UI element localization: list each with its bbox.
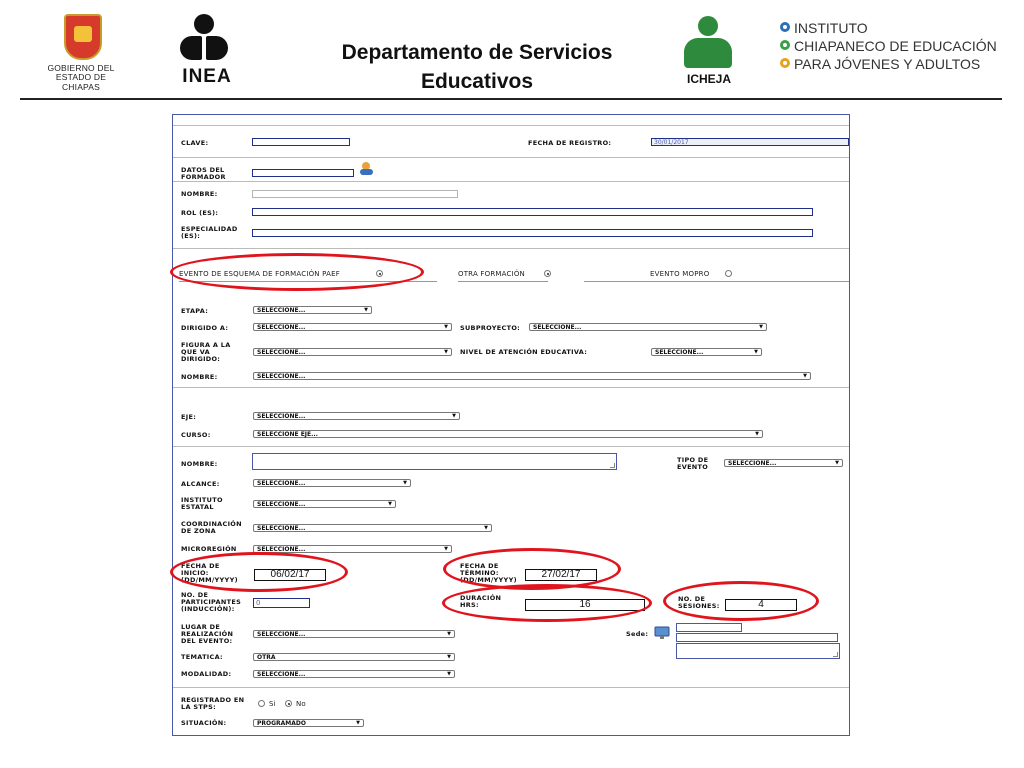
nombre-evento-label: NOMBRE: xyxy=(181,373,218,381)
inea-logo-text: INEA xyxy=(182,66,232,87)
divider xyxy=(173,446,849,447)
sesiones-input[interactable]: 4 xyxy=(725,599,797,611)
otra-formacion-radio[interactable] xyxy=(544,270,551,277)
nombre-select[interactable]: SELECCIONE... ▼ xyxy=(253,372,811,380)
sede-input-2[interactable] xyxy=(676,633,838,642)
otra-formacion-label: OTRA FORMACIÓN xyxy=(458,270,525,278)
stps-no-radio[interactable] xyxy=(285,700,292,707)
instituto-chiapaneco-logo xyxy=(780,20,1000,76)
inea-logo xyxy=(172,14,242,86)
stps-si-label: Si xyxy=(269,700,276,708)
slide-header xyxy=(0,0,1024,100)
instituto-line1: INSTITUTO xyxy=(794,20,868,36)
instituto-estatal-select[interactable]: SELECCIONE... ▼ xyxy=(253,500,396,508)
nivel-atencion-label: NIVEL DE ATENCIÓN EDUCATIVA: xyxy=(460,348,588,356)
slide-title-line2: Educativos xyxy=(420,70,534,93)
nombre-curso-textarea[interactable] xyxy=(252,453,617,470)
evento-mopro-radio[interactable] xyxy=(725,270,732,277)
clave-label: CLAVE: xyxy=(181,139,209,147)
modalidad-label: MODALIDAD: xyxy=(181,670,232,678)
form-top-divider xyxy=(173,125,849,126)
sede-label: Sede: xyxy=(626,630,649,638)
modalidad-select[interactable]: SELECCIONE... ▼ xyxy=(253,670,455,678)
duracion-label: DURACIÓN HRS: xyxy=(460,594,502,609)
evento-mopro-label: EVENTO MOPRO xyxy=(650,270,710,278)
instituto-line2: CHIAPANECO DE EDUCACIÓN xyxy=(794,38,997,54)
fecha-termino-label: FECHA DE TÉRMINO: (DD/MM/YYYY) xyxy=(460,562,517,584)
coordinacion-select[interactable]: SELECCIONE... ▼ xyxy=(253,524,492,532)
participantes-input[interactable]: 0 xyxy=(253,598,310,608)
coordinacion-label: COORDINACIÓN DE ZONA xyxy=(181,520,242,535)
instituto-line3: PARA JÓVENES Y ADULTOS xyxy=(794,56,981,72)
etapa-label: ETAPA: xyxy=(181,307,209,315)
open-book-icon xyxy=(180,36,228,62)
fecha-registro-label: FECHA DE REGISTRO: xyxy=(528,139,612,147)
fecha-registro-input[interactable]: 30/01/2017 xyxy=(651,138,849,146)
slide-title xyxy=(312,38,642,96)
datos-formador-input[interactable] xyxy=(252,169,354,177)
subproyecto-label: SUBPROYECTO: xyxy=(460,324,521,332)
icheja-figure-icon xyxy=(684,38,732,68)
datos-formador-label: DATOS DEL FORMADOR xyxy=(181,166,226,181)
stps-label: REGISTRADO EN LA STPS: xyxy=(181,696,245,711)
sesiones-label: NO. DE SESIONES: xyxy=(678,595,720,610)
sede-textarea[interactable] xyxy=(676,643,840,659)
especialidad-input[interactable] xyxy=(252,229,813,237)
evento-paef-label: EVENTO DE ESQUEMA DE FORMACIÓN PAEF xyxy=(179,270,340,278)
icheja-head-icon xyxy=(698,16,718,36)
tematica-label: TEMATICA: xyxy=(181,653,223,661)
search-person-icon[interactable] xyxy=(358,161,376,175)
situacion-label: SITUACIÓN: xyxy=(181,719,227,727)
clave-input[interactable] xyxy=(252,138,350,146)
fecha-termino-input[interactable]: 27/02/17 xyxy=(525,569,597,581)
divider xyxy=(173,248,849,249)
event-registration-form xyxy=(172,114,850,736)
especialidad-label: ESPECIALIDAD (ES): xyxy=(181,225,238,240)
figura-select[interactable]: SELECCIONE... ▼ xyxy=(253,348,452,356)
divider xyxy=(179,281,437,282)
evento-paef-radio[interactable] xyxy=(376,270,383,277)
icheja-logo xyxy=(676,14,742,86)
reader-head-icon xyxy=(194,14,214,34)
stps-si-radio[interactable] xyxy=(258,700,265,707)
nombre-formador-input[interactable] xyxy=(252,190,458,198)
dirigido-label: DIRIGIDO A: xyxy=(181,324,229,332)
chiapas-government-logo xyxy=(47,14,138,92)
blue-ring-icon xyxy=(780,22,790,32)
nombre-label: NOMBRE: xyxy=(181,190,218,198)
header-divider xyxy=(20,98,1002,100)
tipo-evento-label: TIPO DE EVENTO xyxy=(677,456,709,471)
eje-select[interactable]: SELECCIONE... ▼ xyxy=(253,412,460,420)
slide-title-line1: Departamento de Servicios xyxy=(341,41,613,64)
nivel-atencion-select[interactable]: SELECCIONE... ▼ xyxy=(651,348,762,356)
microregion-label: MICROREGIÓN xyxy=(181,545,237,553)
participantes-label: NO. DE PARTICIPANTES (INDUCCIÓN): xyxy=(181,591,242,613)
rol-label: ROL (ES): xyxy=(181,209,219,217)
chiapas-shield-icon xyxy=(64,14,102,60)
fecha-inicio-input[interactable]: 06/02/17 xyxy=(254,569,326,581)
divider xyxy=(173,181,849,182)
tematica-select[interactable]: OTRA ▼ xyxy=(253,653,455,661)
lugar-label: LUGAR DE REALIZACIÓN DEL EVENTO: xyxy=(181,623,234,645)
divider xyxy=(173,387,849,388)
etapa-select[interactable]: SELECCIONE... ▼ xyxy=(253,306,372,314)
lugar-select[interactable]: SELECCIONE... ▼ xyxy=(253,630,455,638)
green-ring-icon xyxy=(780,40,790,50)
orange-ring-icon xyxy=(780,58,790,68)
rol-input[interactable] xyxy=(252,208,813,216)
divider xyxy=(584,281,849,282)
sede-input-1[interactable] xyxy=(676,623,742,632)
subproyecto-select[interactable]: SELECCIONE... ▼ xyxy=(529,323,767,331)
duracion-input[interactable]: 16 xyxy=(525,599,645,611)
fecha-inicio-label: FECHA DE INICIO: (DD/MM/YYYY) xyxy=(181,562,238,584)
dirigido-select[interactable]: SELECCIONE... ▼ xyxy=(253,323,452,331)
monitor-icon[interactable] xyxy=(652,626,672,640)
curso-select[interactable]: SELECCIONE EJE... ▼ xyxy=(253,430,763,438)
alcance-label: ALCANCE: xyxy=(181,480,220,488)
curso-label: CURSO: xyxy=(181,431,211,439)
instituto-estatal-label: INSTITUTO ESTATAL xyxy=(181,496,223,511)
situacion-select[interactable]: PROGRAMADO ▼ xyxy=(253,719,364,727)
microregion-select[interactable]: SELECCIONE... ▼ xyxy=(253,545,452,553)
chiapas-logo-line2: ESTADO DE CHIAPAS xyxy=(55,72,107,92)
divider xyxy=(173,687,849,688)
icheja-logo-text: ICHEJA xyxy=(686,72,731,86)
figura-label: FIGURA A LA QUE VA DIRIGIDO: xyxy=(181,341,231,363)
stps-no-label: No xyxy=(296,700,306,708)
alcance-select[interactable]: SELECCIONE... ▼ xyxy=(253,479,411,487)
eje-label: EJE: xyxy=(181,413,197,421)
nombre-curso-label: NOMBRE: xyxy=(181,460,218,468)
tipo-evento-select[interactable]: SELECCIONE... ▼ xyxy=(724,459,843,467)
chiapas-logo-line1: GOBIERNO DEL xyxy=(47,63,115,73)
divider xyxy=(173,157,849,158)
divider xyxy=(458,281,548,282)
